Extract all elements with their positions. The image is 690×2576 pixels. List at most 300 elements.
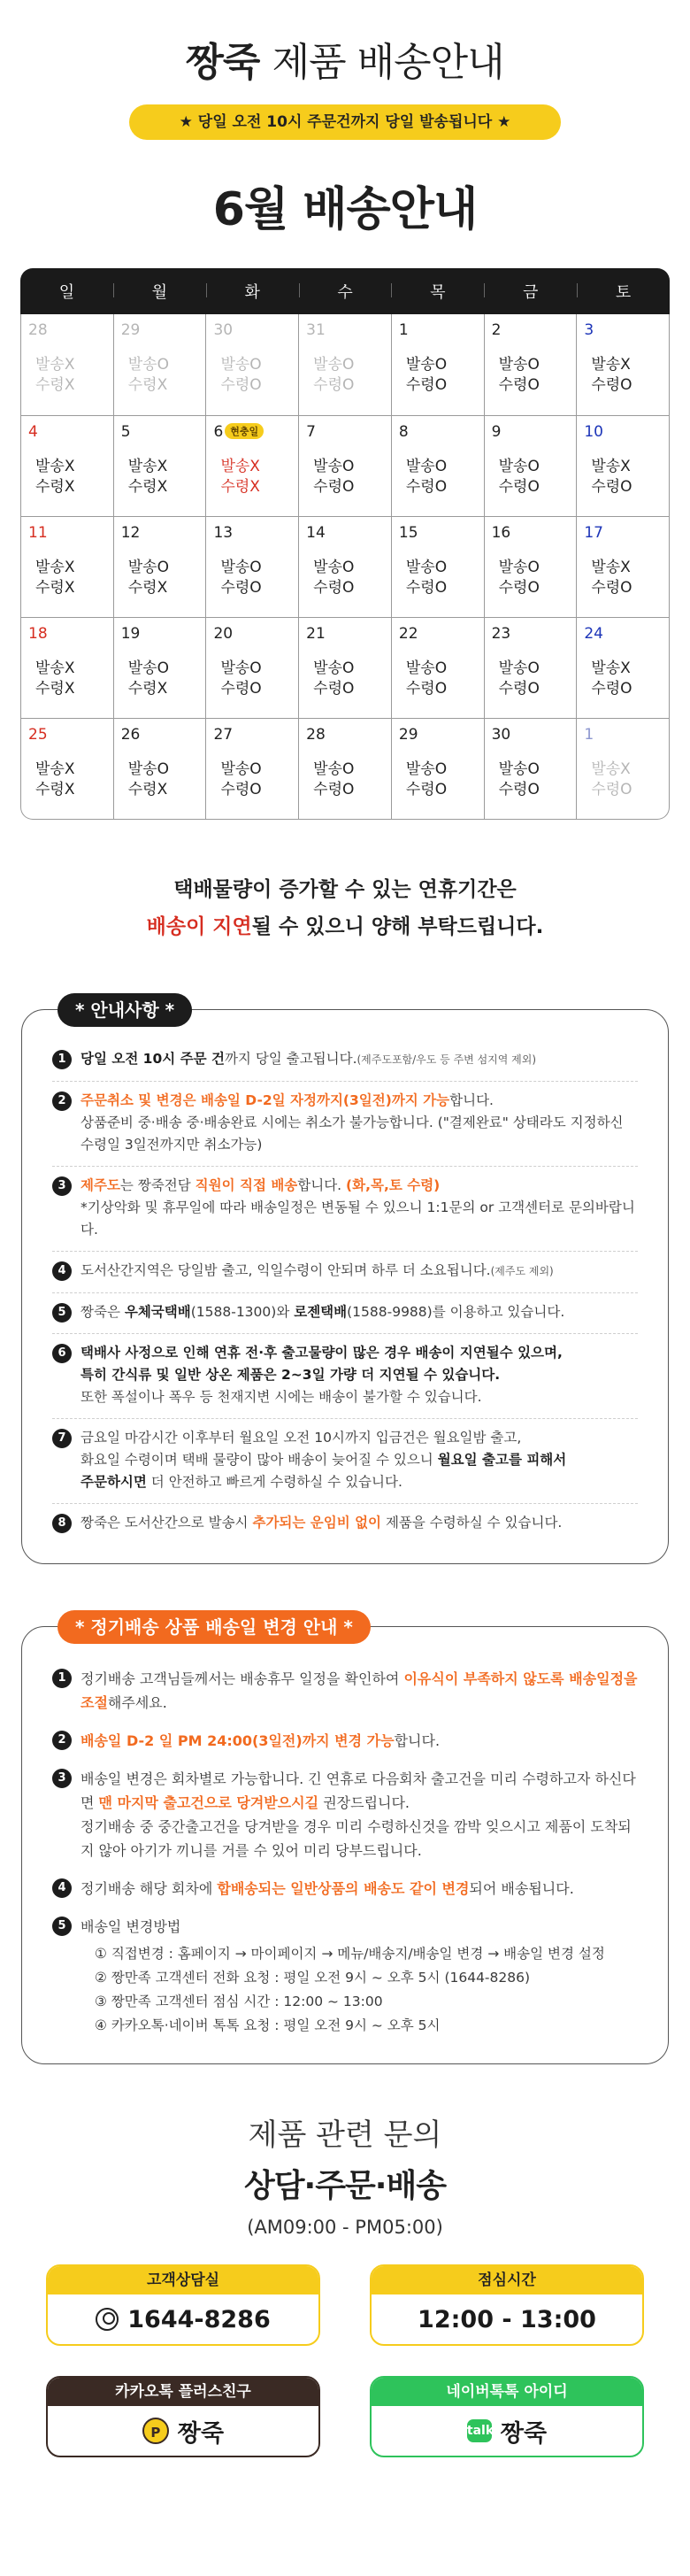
ship-status: 발송X xyxy=(127,458,168,475)
contact-hours: (AM09:00 - PM05:00) xyxy=(247,2217,443,2238)
receive-status: 수령O xyxy=(405,680,448,698)
delivery-status xyxy=(492,457,570,497)
item-text-part: 배송일 변경방법 xyxy=(80,1918,181,1935)
day-number-text: 13 xyxy=(213,524,234,542)
naver-talk-icon: talk xyxy=(467,2419,492,2442)
item-text-part: 제품을 수령하실 수 있습니다. xyxy=(381,1515,563,1531)
receive-status: 수령O xyxy=(313,680,355,698)
receive-status: 수령O xyxy=(220,680,262,698)
day-number xyxy=(584,423,662,444)
day-number-text: 28 xyxy=(28,321,48,339)
receive-status: 수령O xyxy=(498,376,540,394)
person-icon xyxy=(96,2308,119,2331)
calendar-day-cell xyxy=(21,719,113,819)
calendar-day-cell xyxy=(205,719,298,819)
item-number-badge: 3 xyxy=(52,1176,72,1196)
ship-status: 발송X xyxy=(591,659,631,677)
day-number xyxy=(213,321,291,343)
calendar-day-cell xyxy=(113,618,206,718)
calendar-day-cell xyxy=(484,618,577,718)
delivery-status xyxy=(584,558,662,598)
day-number xyxy=(492,625,570,646)
day-number xyxy=(399,524,477,545)
item-text-part: 권장드립니다. xyxy=(318,1794,410,1811)
card-body xyxy=(372,2406,642,2456)
kakao-id: 짱죽 xyxy=(177,2419,225,2448)
receive-status: 수령X xyxy=(220,478,260,496)
change-method-step: ① 직접변경 : 홈페이지 → 마이페이지 → 메뉴/배송지/배송일 변경 → 배송일 변경 설정 xyxy=(95,1946,605,1962)
calendar-day-cell xyxy=(391,314,484,415)
receive-status: 수령O xyxy=(591,680,632,698)
item-text-part: 또한 폭설이나 폭우 등 천재지변 시에는 배송이 불가할 수 있습니다. xyxy=(80,1389,482,1405)
item-text-part: 화요일 수령이며 택배 물량이 많아 배송이 늦어질 수 있으니 xyxy=(80,1452,438,1468)
ship-status: 발송X xyxy=(591,760,631,778)
ship-status: 발송X xyxy=(591,356,631,374)
kakao-plus-friend-card[interactable] xyxy=(46,2376,320,2457)
receive-status: 수령O xyxy=(498,680,540,698)
day-number-text: 29 xyxy=(120,321,141,339)
calendar-day-cell xyxy=(298,719,391,819)
notice-item xyxy=(52,1419,638,1504)
calendar-week-row xyxy=(21,516,669,617)
day-number-text: 1 xyxy=(398,321,409,339)
item-text-part: 금요일 마감시간 이후부터 월요일 오전 10시까지 입금건은 월요일밤 출고, xyxy=(80,1430,522,1446)
brand-name: 짱죽 xyxy=(186,40,260,85)
day-number xyxy=(306,524,384,545)
ship-status: 발송X xyxy=(35,356,75,374)
calendar-week-row xyxy=(21,314,669,415)
receive-status: 수령O xyxy=(220,579,262,597)
notice-item xyxy=(52,1870,638,1909)
change-method-steps xyxy=(80,1942,605,2038)
ship-status: 발송O xyxy=(405,458,448,475)
item-text-part: 는 짱죽전담 xyxy=(119,1177,196,1193)
day-number-text: 30 xyxy=(213,321,234,339)
weekday-label: 일 xyxy=(58,283,75,302)
day-number xyxy=(584,726,662,747)
day-number xyxy=(306,423,384,444)
delivery-status xyxy=(213,457,291,497)
receive-status: 수령X xyxy=(127,478,168,496)
calendar-day-cell xyxy=(205,314,298,415)
item-number-badge: 2 xyxy=(52,1091,72,1111)
day-number xyxy=(28,625,106,646)
item-text-part: 특히 간식류 및 일반 상온 제품은 2~3일 가량 더 지연될 수 있습니다. xyxy=(80,1367,501,1383)
day-number xyxy=(213,726,291,747)
delivery-calendar xyxy=(20,268,670,820)
day-number xyxy=(584,321,662,343)
calendar-day-cell xyxy=(205,618,298,718)
card-header: 고객상담실 xyxy=(48,2266,318,2294)
item-text-part: 해주세요. xyxy=(107,1694,167,1711)
item-number-badge: 5 xyxy=(52,1917,72,1936)
day-number xyxy=(28,423,106,444)
day-number-text: 5 xyxy=(120,423,131,441)
item-text-part: 택배사 사정으로 인해 연휴 전·후 출고물량이 많은 경우 배송이 지연될수 있으며, xyxy=(80,1345,563,1361)
calendar-day-cell xyxy=(298,517,391,617)
item-number-badge: 2 xyxy=(52,1731,72,1750)
day-number xyxy=(492,726,570,747)
day-number-text: 30 xyxy=(491,726,511,744)
notice-item xyxy=(52,1661,638,1723)
calendar-day-cell xyxy=(484,517,577,617)
ship-status: 발송O xyxy=(220,559,262,576)
lunch-time-card xyxy=(370,2264,644,2346)
receive-status: 수령O xyxy=(405,579,448,597)
ship-status: 발송O xyxy=(498,559,540,576)
lunch-time-value: 12:00 - 13:00 xyxy=(418,2305,596,2333)
calendar-day-cell xyxy=(484,314,577,415)
calendar-day-cell xyxy=(21,416,113,516)
day-number-text: 10 xyxy=(584,423,603,441)
item-text xyxy=(80,1729,440,1753)
ship-status: 발송O xyxy=(498,760,540,778)
notice-item xyxy=(52,1082,638,1167)
delivery-status xyxy=(28,355,106,396)
delivery-status xyxy=(213,355,291,396)
schedule-change-title: * 정기배송 상품 배송일 변경 안내 * xyxy=(58,1610,371,1644)
item-text xyxy=(80,1260,554,1283)
receive-status: 수령O xyxy=(405,781,448,798)
delivery-status xyxy=(121,355,199,396)
ship-status: 발송O xyxy=(405,559,448,576)
day-number xyxy=(213,524,291,545)
calendar-day-cell xyxy=(21,517,113,617)
calendar-day-cell xyxy=(113,416,206,516)
calendar-week-row xyxy=(21,617,669,718)
ship-status: 발송X xyxy=(35,659,75,677)
day-number-text: 24 xyxy=(584,625,603,643)
notice-item xyxy=(52,1723,638,1761)
weekday-label: 금 xyxy=(484,280,577,303)
item-text xyxy=(80,1667,638,1715)
day-number xyxy=(399,321,477,343)
delivery-status xyxy=(492,355,570,396)
calendar-day-cell xyxy=(205,416,298,516)
ship-status: 발송X xyxy=(591,559,631,576)
item-text-part: *기상악화 및 휴무일에 따라 배송일정은 변동될 수 있으니 1:1문의 or 고객센터로 문의바랍니다. xyxy=(80,1199,635,1238)
delivery-status xyxy=(121,659,199,699)
receive-status: 수령O xyxy=(498,781,540,798)
notice-item xyxy=(52,1504,638,1544)
customer-center-card[interactable] xyxy=(46,2264,320,2346)
naver-talk-card[interactable] xyxy=(370,2376,644,2457)
receive-status: 수령O xyxy=(220,376,262,394)
day-number-text: 26 xyxy=(120,726,141,744)
item-number-badge: 4 xyxy=(52,1261,72,1281)
day-number xyxy=(121,726,199,747)
day-number xyxy=(213,423,291,444)
item-text-part: 상품준비 중·배송 중·배송완료 시에는 취소가 불가능합니다. ("결제완료" 상태라도 지정하신 수령일 3일전까지만 취소가능) xyxy=(80,1114,624,1153)
day-number xyxy=(584,625,662,646)
delay-line-2 xyxy=(0,908,690,945)
card-header: 카카오톡 플러스친구 xyxy=(48,2378,318,2406)
item-number-badge: 3 xyxy=(52,1769,72,1788)
receive-status: 수령O xyxy=(313,579,355,597)
day-number-text: 20 xyxy=(213,625,234,643)
calendar-day-cell xyxy=(391,517,484,617)
delivery-status xyxy=(306,457,384,497)
notice-item xyxy=(52,1040,638,1082)
day-number-text: 28 xyxy=(306,726,326,744)
day-number-text: 8 xyxy=(398,423,409,441)
ship-status: 발송X xyxy=(591,458,631,475)
item-text-part: (화,목,토 수령) xyxy=(346,1177,441,1193)
ship-status: 발송O xyxy=(313,356,355,374)
item-text-part: 정기배송 해당 회차에 xyxy=(80,1880,218,1897)
delivery-status xyxy=(306,659,384,699)
day-number xyxy=(28,726,106,747)
delivery-status xyxy=(121,457,199,497)
item-text-part: 까지 당일 출고됩니다. xyxy=(224,1051,357,1067)
delivery-status xyxy=(399,355,477,396)
item-text-part: 짱죽은 xyxy=(80,1304,125,1320)
day-number-text: 2 xyxy=(491,321,502,339)
receive-status: 수령O xyxy=(313,478,355,496)
calendar-day-cell xyxy=(576,314,669,415)
delivery-status xyxy=(399,457,477,497)
ship-status: 발송X xyxy=(220,458,260,475)
day-number-text: 21 xyxy=(306,625,326,643)
calendar-day-cell xyxy=(391,618,484,718)
delivery-status xyxy=(492,659,570,699)
day-number xyxy=(399,726,477,747)
item-number-badge: 5 xyxy=(52,1303,72,1323)
item-text-part: 당일 오전 10시 주문 건 xyxy=(80,1051,225,1067)
item-number-badge: 8 xyxy=(52,1514,72,1533)
item-text-part: 월요일 출고를 피해서 xyxy=(437,1452,567,1468)
kakao-icon: P xyxy=(142,2418,169,2444)
ship-status: 발송O xyxy=(498,356,540,374)
receive-status: 수령X xyxy=(35,781,75,798)
calendar-day-cell xyxy=(21,618,113,718)
contact-title: 제품 관련 문의 xyxy=(248,2117,442,2153)
item-text-part: 주문취소 및 변경은 배송일 D-2일 자정까지(3일전)까지 가능 xyxy=(80,1092,450,1108)
receive-status: 수령X xyxy=(35,376,75,394)
guide-box xyxy=(21,999,669,1564)
delivery-status xyxy=(306,558,384,598)
day-number xyxy=(121,321,199,343)
item-text-part: 배송일 변경은 회차별로 가능합니다. 긴 연휴로 다음회차 출고건을 미리 수령하고자 하신다면 xyxy=(80,1770,636,1811)
receive-status: 수령O xyxy=(313,781,355,798)
delivery-status xyxy=(584,355,662,396)
receive-status: 수령X xyxy=(35,478,75,496)
delay-line-1: 택배물량이 증가할 수 있는 연휴기간은 xyxy=(173,878,517,901)
day-number xyxy=(584,524,662,545)
card-body xyxy=(372,2294,642,2344)
item-text-part: 합배송되는 일반상품의 배송도 같이 변경 xyxy=(217,1880,470,1897)
item-text-part: 맨 마지막 출고건으로 당겨받으시길 xyxy=(98,1794,319,1811)
item-text xyxy=(80,1048,536,1071)
day-number-text: 6 xyxy=(213,423,224,441)
ship-status: 발송X xyxy=(35,760,75,778)
ship-status: 발송O xyxy=(220,659,262,677)
delay-highlight: 배송이 지연 xyxy=(146,915,252,938)
day-number xyxy=(306,726,384,747)
ship-status: 발송O xyxy=(127,659,169,677)
weekday-label: 목 xyxy=(391,280,484,303)
day-number-text: 17 xyxy=(584,524,603,542)
item-text-part: 더 안전하고 빠르게 수령하실 수 있습니다. xyxy=(146,1474,402,1490)
delivery-status xyxy=(121,558,199,598)
calendar-day-cell xyxy=(298,314,391,415)
page-title xyxy=(0,0,690,87)
delivery-status xyxy=(584,457,662,497)
holiday-delay-notice xyxy=(0,871,690,945)
item-text xyxy=(80,1512,562,1534)
ship-status: 발송O xyxy=(313,559,355,576)
calendar-day-cell xyxy=(113,517,206,617)
delivery-status xyxy=(492,760,570,800)
delivery-status xyxy=(28,659,106,699)
day-number-text: 14 xyxy=(306,524,326,542)
item-text xyxy=(80,1767,638,1863)
day-number xyxy=(399,625,477,646)
title-text: 제품 배송안내 xyxy=(272,40,504,85)
weekday-label: 월 xyxy=(113,280,206,303)
contact-subtitle: 상담·주문·배송 xyxy=(243,2168,446,2204)
receive-status: 수령X xyxy=(127,376,168,394)
ship-status: 발송O xyxy=(220,356,262,374)
calendar-title: 6월 배송안내 xyxy=(212,183,478,236)
card-header: 네이버톡톡 아이디 xyxy=(372,2378,642,2406)
calendar-day-cell xyxy=(391,719,484,819)
day-number-text: 12 xyxy=(120,524,141,542)
day-number xyxy=(121,524,199,545)
item-text-part: 주문하시면 xyxy=(80,1474,147,1490)
notice-item xyxy=(52,1334,638,1419)
day-number-text: 29 xyxy=(398,726,418,744)
ship-status: 발송O xyxy=(220,760,262,778)
item-text-part: 제주도 xyxy=(80,1177,120,1193)
receive-status: 수령O xyxy=(591,478,632,496)
calendar-day-cell xyxy=(576,416,669,516)
item-number-badge: 1 xyxy=(52,1050,72,1069)
item-text xyxy=(80,1090,638,1156)
item-text xyxy=(80,1427,566,1493)
item-text-part: (1588-9988)를 이용하고 있습니다. xyxy=(347,1304,565,1320)
calendar-day-cell xyxy=(484,416,577,516)
card-header: 점심시간 xyxy=(372,2266,642,2294)
receive-status: 수령O xyxy=(313,376,355,394)
receive-status: 수령X xyxy=(35,579,75,597)
weekday-label: 화 xyxy=(206,280,299,303)
calendar-week-row xyxy=(21,718,669,819)
delivery-status xyxy=(399,760,477,800)
item-text-part: 직원이 직접 배송 xyxy=(195,1177,298,1193)
calendar-day-cell xyxy=(576,517,669,617)
receive-status: 수령O xyxy=(405,376,448,394)
calendar-day-cell xyxy=(21,314,113,415)
day-number xyxy=(28,321,106,343)
delay-line-2-rest: 될 수 있으니 양해 부탁드립니다. xyxy=(251,915,544,938)
receive-status: 수령X xyxy=(127,781,168,798)
day-number xyxy=(492,524,570,545)
item-number-badge: 1 xyxy=(52,1669,72,1688)
day-number-text: 4 xyxy=(28,423,38,441)
calendar-day-cell xyxy=(205,517,298,617)
delivery-status xyxy=(213,558,291,598)
item-text-part: 되어 배송됩니다. xyxy=(469,1880,574,1897)
guide-list xyxy=(52,1040,638,1544)
day-number xyxy=(492,321,570,343)
card-body xyxy=(48,2294,318,2344)
calendar-day-cell xyxy=(576,618,669,718)
ship-status: 발송X xyxy=(35,559,75,576)
notice-item xyxy=(52,1909,638,2046)
ship-status: 발송O xyxy=(127,356,169,374)
day-number xyxy=(306,625,384,646)
day-number-text: 18 xyxy=(28,625,48,643)
calendar-day-cell xyxy=(391,416,484,516)
item-text-part: 합니다. xyxy=(394,1732,441,1749)
phone-number: 1644-8286 xyxy=(127,2305,271,2333)
ship-status: 발송X xyxy=(35,458,75,475)
calendar-grid xyxy=(20,314,670,820)
item-text-part: (제주도포함/우도 등 주변 섬지역 제외) xyxy=(356,1053,537,1066)
ship-status: 발송O xyxy=(405,659,448,677)
ship-status: 발송O xyxy=(313,458,355,475)
item-text-part: 짱죽은 도서산간으로 발송시 xyxy=(80,1515,253,1531)
ship-status: 발송O xyxy=(127,760,169,778)
item-text-part: 합니다. xyxy=(449,1092,494,1108)
receive-status: 수령O xyxy=(591,376,632,394)
item-text-part: 로젠택배 xyxy=(294,1304,348,1320)
delivery-status xyxy=(213,659,291,699)
day-number-text: 1 xyxy=(584,726,594,744)
receive-status: 수령O xyxy=(220,781,262,798)
delivery-status xyxy=(399,659,477,699)
receive-status: 수령O xyxy=(498,579,540,597)
delivery-status xyxy=(28,457,106,497)
notice-item xyxy=(52,1167,638,1252)
day-number xyxy=(306,321,384,343)
day-number xyxy=(28,524,106,545)
day-number-text: 25 xyxy=(28,726,48,744)
item-number-badge: 7 xyxy=(52,1429,72,1448)
guide-box-title: * 안내사항 * xyxy=(58,993,192,1027)
day-number-text: 27 xyxy=(213,726,234,744)
ship-status: 발송O xyxy=(313,659,355,677)
item-text xyxy=(80,1175,638,1241)
day-number-text: 15 xyxy=(398,524,418,542)
notice-item xyxy=(52,1252,638,1293)
day-number-text: 7 xyxy=(306,423,316,441)
delivery-status xyxy=(121,760,199,800)
change-method-step: ③ 짱만족 고객센터 점심 시간 : 12:00 ~ 13:00 xyxy=(95,1994,383,2009)
delivery-status xyxy=(306,760,384,800)
receive-status: 수령O xyxy=(498,478,540,496)
ship-status: 발송O xyxy=(405,760,448,778)
ship-status: 발송O xyxy=(313,760,355,778)
item-text xyxy=(80,1301,564,1323)
item-text-part: 정기배송 고객님들께서는 배송휴무 일정을 확인하여 xyxy=(80,1670,404,1687)
ship-status: 발송O xyxy=(498,659,540,677)
schedule-change-box xyxy=(21,1616,669,2064)
item-text-part: 배송일 D-2 일 PM 24:00(3일전)까지 변경 가능 xyxy=(80,1732,395,1749)
item-text-part: 합니다. xyxy=(297,1177,347,1193)
receive-status: 수령X xyxy=(127,579,168,597)
calendar-day-cell xyxy=(113,314,206,415)
day-number-text: 16 xyxy=(491,524,511,542)
same-day-notice: ★ 당일 오전 10시 주문건까지 당일 발송됩니다 ★ xyxy=(129,104,561,140)
day-number-text: 23 xyxy=(491,625,511,643)
item-text-part: (제주도 제외) xyxy=(490,1265,554,1277)
day-number xyxy=(492,423,570,444)
delivery-status xyxy=(28,760,106,800)
notice-item xyxy=(52,1761,638,1870)
day-number-text: 19 xyxy=(120,625,141,643)
